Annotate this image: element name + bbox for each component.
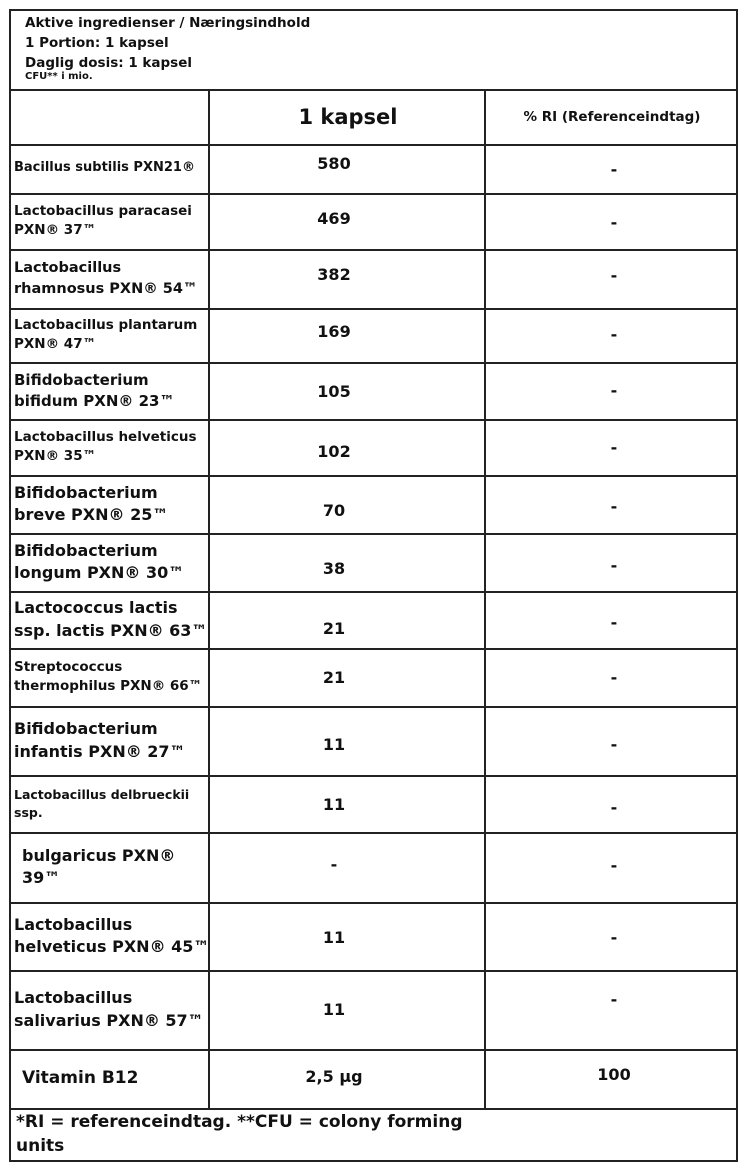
ri-value: - — [610, 438, 618, 457]
ingredient-name: Lactococcus lactis ssp. lactis PXN® 63™ — [14, 598, 208, 640]
amount-value: - — [330, 855, 338, 874]
amount-value: 102 — [317, 442, 351, 461]
header-cfu-note: CFU** i mio. — [25, 71, 93, 82]
ri-value: 100 — [597, 1065, 631, 1084]
amount-value: 2,5 µg — [305, 1067, 363, 1086]
ingredient-name: Lactobacillus paracasei PXN® 37™ — [14, 203, 192, 238]
ri-value: - — [610, 613, 618, 632]
ri-value: - — [610, 325, 618, 344]
amount-value: 169 — [317, 322, 351, 341]
ingredient-name: Bifidobacterium longum PXN® 30™ — [14, 540, 185, 582]
ri-value: - — [610, 668, 618, 687]
ingredient-name: Lactobacillus helveticus PXN® 35™ — [14, 429, 197, 464]
column-divider — [484, 89, 486, 1108]
footnote: *RI = referenceindtag. **CFU = colony forming units — [16, 1112, 463, 1156]
row-divider — [9, 89, 738, 91]
ri-value: - — [610, 497, 618, 516]
ingredient-name: bulgaricus PXN® 39™ — [22, 845, 176, 887]
ingredient-name: Streptococcus thermophilus PXN® 66™ — [14, 659, 203, 694]
column-header-amount: 1 kapsel — [298, 105, 398, 129]
ingredient-name: Bacillus subtilis PXN21® — [14, 160, 195, 176]
amount-value: 469 — [317, 209, 351, 228]
header-portion: 1 Portion: 1 kapsel — [25, 35, 169, 51]
ingredient-name: Lactobacillus delbrueckii ssp. — [14, 787, 190, 820]
ingredient-name: Bifidobacterium bifidum PXN® 23™ — [14, 370, 175, 410]
ingredient-name: Bifidobacterium infantis PXN® 27™ — [14, 719, 186, 761]
ingredient-name: Lactobacillus plantarum PXN® 47™ — [14, 317, 198, 352]
ri-value: - — [610, 381, 618, 400]
ri-value: - — [610, 160, 618, 179]
amount-value: 70 — [322, 501, 346, 520]
ri-value: - — [610, 556, 618, 575]
amount-value: 11 — [322, 1000, 346, 1019]
ingredient-name: Vitamin B12 — [22, 1067, 139, 1088]
ingredient-name: Lactobacillus salivarius PXN® 57™ — [14, 988, 204, 1030]
ri-value: - — [610, 266, 618, 285]
amount-value: 11 — [322, 928, 346, 947]
ri-value: - — [610, 928, 618, 947]
ingredient-name: Lactobacillus helveticus PXN® 45™ — [14, 914, 210, 956]
amount-value: 21 — [322, 668, 346, 687]
table-header — [9, 9, 738, 90]
ri-value: - — [610, 735, 618, 754]
column-header-ri: % RI (Referenceindtag) — [523, 109, 701, 125]
amount-value: 382 — [317, 265, 351, 284]
ri-value: - — [610, 990, 618, 1009]
amount-value: 11 — [322, 795, 346, 814]
amount-value: 580 — [317, 154, 351, 173]
header-daily-dose: Daglig dosis: 1 kapsel — [25, 55, 192, 71]
ri-value: - — [610, 213, 618, 232]
amount-value: 21 — [322, 619, 346, 638]
ingredient-name: Bifidobacterium breve PXN® 25™ — [14, 482, 169, 524]
ri-value: - — [610, 798, 618, 817]
amount-value: 11 — [322, 735, 346, 754]
header-title: Aktive ingredienser / Næringsindhold — [25, 15, 311, 31]
ingredient-name: Lactobacillus rhamnosus PXN® 54™ — [14, 260, 198, 297]
ri-value: - — [610, 856, 618, 875]
amount-value: 38 — [322, 559, 346, 578]
amount-value: 105 — [317, 382, 351, 401]
